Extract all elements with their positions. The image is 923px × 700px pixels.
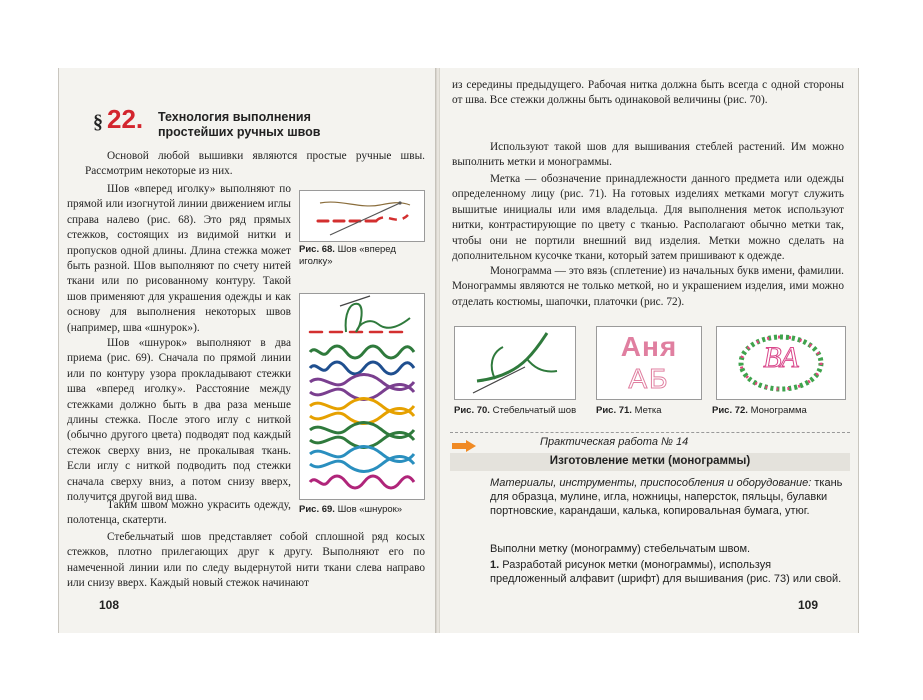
figure-69-label: Рис. 69. [299, 504, 335, 515]
paragraph-stem-stitch: Стебельчатый шов представляет собой сплошной ряд косых стежков, плотно прилегающих друг к другу. Выполняют его по намеченной линии или по следу выдернутой нити ткани слева направо или снизу вверх. Каждый новый стежок начинают [67, 531, 425, 590]
figure-70-image [454, 326, 576, 400]
figure-69-caption [299, 504, 429, 516]
mark-letters: АБ [628, 363, 670, 394]
title-line-2: простейших ручных швов [158, 125, 321, 139]
task-1-text: Разработай рисунок метки (монограммы), используя предложенный алфавит (шрифт) для вышивания (рис. 73) или свой. [490, 559, 842, 585]
page-number-right: 109 [798, 598, 819, 612]
paragraph-cord-stitch: Шов «шнурок» выполняют в два приема (рис. 69). Сначала по прямой линии или по контуру узора прокладывают стежки шва «вперед иголку». Расстояние между стежками должно быть в два раза меньше длины стежка. После этого иглу с ниткой (обычно другого цвета) подводят под каждый стежок сверху вниз, не прокалывая ткань. Если иглу с ниткой подводить под стежки сначала сверху вниз, а потом снизу вверх, получится другой вид шва. [67, 337, 291, 504]
task-1-number: 1. [490, 559, 500, 571]
left-page [58, 68, 437, 633]
figure-71-caption [596, 405, 706, 417]
figure-68-image [299, 190, 425, 242]
paragraph-mark: Метка — обозначение принадлежности данного предмета или одежды определенному лицу (рис. 71). На готовых изделиях метками могут служить вышитые инициалы или имя владельца. Для выполнения меток используют нитки, контрастирующие по цвету с тканью. Располагают обычно метки так, чтобы они не портили внешний вид изделия. Метки можно сделать на дополнительном кусочке ткани, который затем пришивают к одежде. [452, 173, 844, 263]
figure-71-label: Рис. 71. [596, 405, 632, 416]
open-book [58, 68, 858, 633]
figure-72-label: Рис. 72. [712, 405, 748, 416]
figure-70-label: Рис. 70. [454, 405, 490, 416]
task-intro: Выполни метку (монограмму) стебельчатым швом. [490, 543, 751, 555]
figure-70-caption [454, 405, 584, 417]
paragraph-usage: Таким швом можно украсить одежду, полотенца, скатерти. [67, 499, 291, 527]
figure-69-text: Шов «шнурок» [337, 504, 403, 515]
figure-72-text: Монограмма [750, 405, 807, 416]
intro-paragraph [85, 149, 425, 180]
figure-71-text: Метка [634, 405, 662, 416]
practical-divider [450, 432, 850, 434]
paragraph-running-stitch: Шов «вперед иголку» выполняют по прямой или изогнутой линии движением иглы справа налево (рис. 68). Это ряд прямых стежков, состоящих из видимой нитки и пропусков одной длины. Длина стежка может быть разной. Шов выполняют по счету нитей ткани или по рисованному контуру. Такой шов применяют для украшения одежды и как основу для выполнения некоторых швов (например, шва «шнурок»). [67, 183, 291, 334]
section-heading [93, 104, 143, 135]
paragraph-monogram: Монограмма — это вязь (сплетение) из начальных букв имени, фамилии. Монограммы являются не только меткой, но и украшением изделия, ими можно отделать костюмы, шапочки, платочки (рис. 72). [452, 265, 844, 308]
arrow-icon [452, 440, 476, 452]
intro-line-1: Основой любой вышивки являются простые ручные швы. [107, 150, 425, 162]
figure-69-image [299, 293, 425, 500]
practical-title: Практическая работа № 14 [540, 436, 689, 448]
practical-subtitle: Изготовление метки (монограммы) [549, 455, 751, 467]
section-sign: § [93, 111, 103, 133]
section-number: 22. [107, 104, 144, 134]
figure-68-label: Рис. 68. [299, 244, 335, 255]
mark-word: Аня [620, 331, 678, 362]
intro-line-2: Рассмотрим некоторые из них. [85, 165, 233, 178]
paragraph-stem-usage: Используют такой шов для вышивания стеблей растений. Им можно выполнить метки и монограммы. [452, 141, 844, 169]
page-number-left: 108 [99, 598, 120, 612]
task-1 [490, 558, 848, 586]
figure-72-caption [712, 405, 852, 417]
materials-heading: Материалы, инструменты, приспособления и оборудование: [490, 477, 812, 489]
figure-68-text: Шов «вперед иголку» [299, 244, 396, 267]
figure-68-caption [299, 244, 429, 268]
figure-72-image [716, 326, 846, 400]
section-title [158, 110, 358, 140]
right-page [440, 68, 859, 633]
paragraph-continuation: из середины предыдущего. Рабочая нитка должна быть всегда с одной стороны от шва. Все стежки должны быть одинаковой величины (рис. 70). [452, 79, 844, 107]
materials-text: ткань для образца, мулине, игла, ножницы, наперсток, пяльцы, булавки портновские, карандаши, калька, копировальная бумага, утюг. [490, 477, 843, 517]
materials-block [490, 476, 848, 518]
figure-71-image [596, 326, 702, 400]
title-line-1: Технология выполнения [158, 110, 311, 124]
figure-70-text: Стебельчатый шов [492, 405, 577, 416]
monogram-letters: ВА [763, 341, 799, 374]
